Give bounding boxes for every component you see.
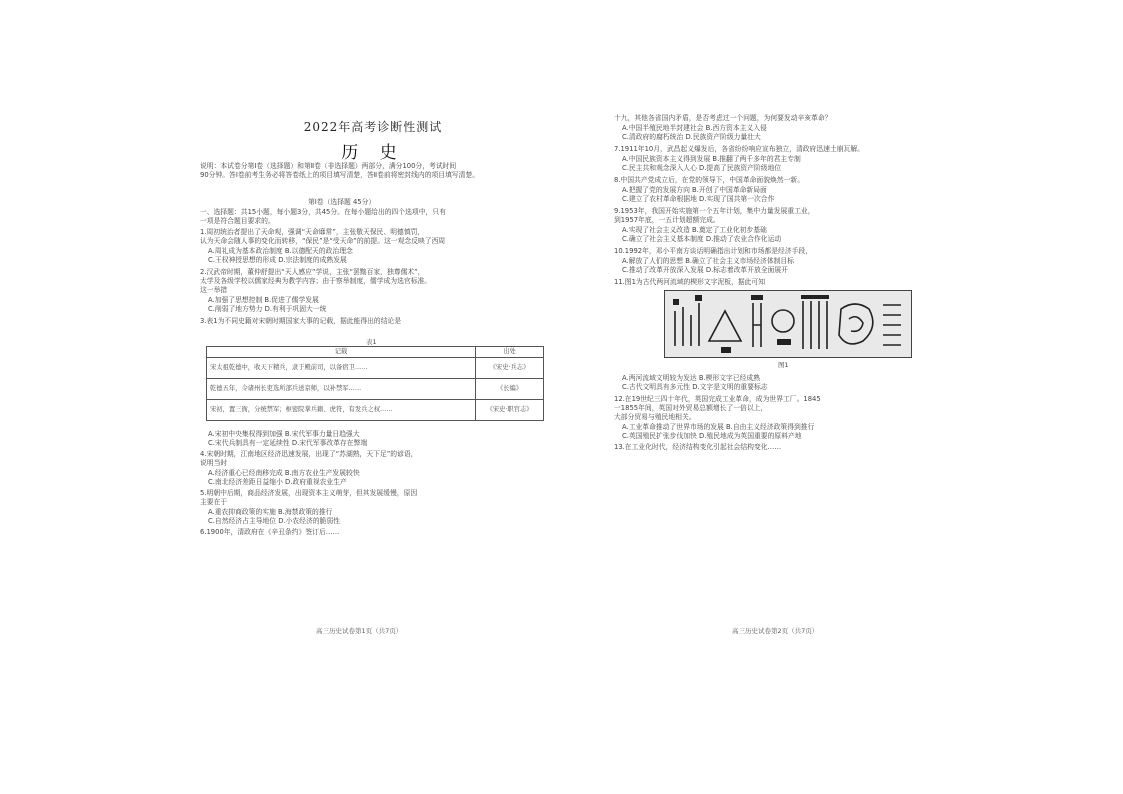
table-row: [207, 400, 544, 421]
answer-option: C.推动了改革开放深入发展 D.标志着改革开放全面展开: [622, 266, 788, 274]
exam-title: 2022年高考诊断性测试: [303, 120, 443, 134]
answer-option: A.重农抑商政策的实施 B.海禁政策的推行: [208, 508, 333, 516]
table-row: [207, 358, 544, 379]
table-cell: 《宋史·职官志》: [476, 400, 544, 421]
answer-option: C.王权神授思想的形成 D.宗法制度的成熟发展: [208, 256, 347, 264]
question-line: 9.1953年，我国开始实施第一个五年计划，集中力量发展重工业，: [614, 207, 815, 215]
question-line: 说明当时: [200, 459, 228, 467]
question-line: 4.宋朝时期，江南地区经济迅速发展，出现了“苏湖熟，天下足”的谚语，: [200, 450, 418, 458]
subject-title: 历 史: [341, 143, 405, 163]
answer-option: A.宋初中央集权得到加强 B.宋代军事力量日趋强大: [208, 430, 360, 438]
table-caption: 表1: [366, 338, 377, 346]
answer-option: A.中国民族资本主义得到发展 B.推翻了两千多年的君主专制: [622, 155, 801, 163]
question-line: 8.中国共产党成立后，在党的领导下，中国革命面貌焕然一新。: [614, 176, 804, 184]
table-header: 出处: [476, 347, 544, 358]
section-heading: 第Ⅰ卷（选择题 45分）: [308, 198, 376, 206]
table-cell: 乾德五年，令诸州长吏选所部兵送京师，以补禁军……: [207, 379, 476, 400]
text-line: 90分钟。答Ⅰ卷前考生务必将答卷纸上的项目填写清楚，答Ⅱ卷前将密封线内的项目填写清楚。: [200, 171, 480, 179]
answer-option: A.中国半殖民地半封建社会 B.西方资本主义入侵: [622, 124, 767, 132]
table-cell: 《长编》: [476, 379, 544, 400]
figure-caption: 图1: [778, 361, 789, 369]
question-line: 3.表1为不同史籍对宋朝时期国家大事的记载，据此能得出的结论是: [200, 317, 402, 325]
answer-option: C.清政府的腐朽统治 D.民族资产阶级力量壮大: [622, 133, 761, 141]
left-exam-page: [198, 112, 548, 642]
answer-option: C.宋代兵制具有一定延续性 D.宋代军事改革存在弊端: [208, 439, 368, 447]
answer-option: C.民主共和观念深入人心 D.提高了民族资产阶级地位: [622, 164, 782, 172]
answer-option: C.确立了社会主义基本制度 D.推动了农业合作化运动: [622, 235, 782, 243]
question-line: 一1855年间，英国对外贸易总额增长了一倍以上，: [614, 404, 768, 412]
question-line: 7.1911年10月，武昌起义爆发后，各省纷纷响应宣布独立，清政府迅速土崩瓦解。: [614, 145, 864, 153]
source-table: [206, 346, 544, 421]
question-line: 大部分贸易与殖民地相关。: [614, 413, 696, 421]
answer-option: A.把握了党的发展方向 B.开创了中国革命新局面: [622, 186, 767, 194]
answer-option: C.削弱了地方势力 D.有利于巩固大一统: [208, 305, 327, 313]
question-line: 13.在工业化时代，经济结构变化引起社会结构变化……: [614, 443, 782, 451]
question-line: 5.明朝中后期，商品经济发展，出现资本主义萌芽，但其发展缓慢，原因: [200, 489, 418, 497]
question-line: 这一举措: [200, 286, 228, 294]
question-line: 11.图1为古代两河流域的楔形文字泥板，据此可知: [614, 278, 766, 286]
table-cell: 宋初，置三衙，分统禁军；枢密院掌兵籍、虎符，有发兵之权……: [207, 400, 476, 421]
table-cell: 《宋史·兵志》: [476, 358, 544, 379]
cuneiform-tablet-figure: [664, 290, 912, 358]
table-row: [207, 379, 544, 400]
question-line: 6.1900年，清政府在《辛丑条约》签订后……: [200, 528, 340, 536]
answer-option: A.实现了社会主义改造 B.奠定了工业化初步基础: [622, 226, 767, 234]
text-line: 说明：本试卷分第Ⅰ卷（选择题）和第Ⅱ卷（非选择题）两部分，满分100分，考试时间: [200, 162, 457, 170]
tablet-illustration: [665, 291, 911, 357]
question-line: 1.周初统治者提出了天命观，强调“天命靡常”，主张敬天保民、明德慎罚，: [200, 228, 425, 236]
question-line: 到1957年底，一五计划超额完成。: [614, 216, 720, 224]
answer-option: A.经济重心已经南移完成 B.南方农业生产发展较快: [208, 469, 360, 477]
text-line: 一、选择题：共15小题，每小题3分，共45分。在每小题给出的四个选项中，只有: [200, 208, 446, 216]
question-line: 十九，其他各省国内矛盾，是否考虑过一个问题，为何要发动辛亥革命？: [614, 114, 832, 122]
answer-option: A.解放了人们的思想 B.确立了社会主义市场经济体制目标: [622, 257, 795, 265]
answer-option: C.建立了农村革命根据地 D.实现了国共第一次合作: [622, 195, 775, 203]
right-exam-page: [612, 112, 942, 642]
answer-option: C.南北经济差距日益缩小 D.政府重视农业生产: [208, 478, 347, 486]
answer-option: A.周礼成为基本政治制度 B.以德配天的政治理念: [208, 247, 353, 255]
text-line: 一项是符合题目要求的。: [200, 217, 275, 225]
question-line: 12.在19世纪三四十年代，英国完成工业革命，成为世界工厂。1845: [614, 395, 821, 403]
question-line: 主要在于: [200, 498, 228, 506]
answer-option: A.加强了思想控制 B.促进了儒学发展: [208, 296, 319, 304]
answer-option: A.工业革命推动了世界市场的发展 B.自由主义经济政策得到推行: [622, 423, 815, 431]
answer-option: A.两河流域文明较为发达 B.楔形文字已经成熟: [622, 374, 761, 382]
answer-option: C.英国殖民扩张步伐加快 D.殖民地成为英国重要的原料产地: [622, 432, 802, 440]
question-line: 2.汉武帝时期，董仲舒提出“天人感应”学说，主张“罢黜百家，独尊儒术”，: [200, 268, 425, 276]
page-footer: 高三历史试卷第2页（共7页）: [732, 627, 819, 635]
table-cell: 宋太祖乾德中，收天下精兵，隶于殿前司，以备宿卫……: [207, 358, 476, 379]
question-line: 太学及各级学校以儒家经典为教学内容；由于察举制度，儒学成为选官标准。: [200, 277, 432, 285]
table-header: 记载: [207, 347, 476, 358]
question-line: 认为天命会随人事的变化而转移，“保民”是“受天命”的前提。这一观念反映了西周: [200, 237, 446, 245]
question-line: 10.1992年，邓小平南方谈话明确指出计划和市场都是经济手段，: [614, 247, 813, 255]
answer-option: C.古代文明具有多元性 D.文字是文明的重要标志: [622, 383, 768, 391]
answer-option: C.自然经济占主导地位 D.小农经济的脆弱性: [208, 517, 341, 525]
page-footer: 高三历史试卷第1页（共7页）: [316, 627, 403, 635]
